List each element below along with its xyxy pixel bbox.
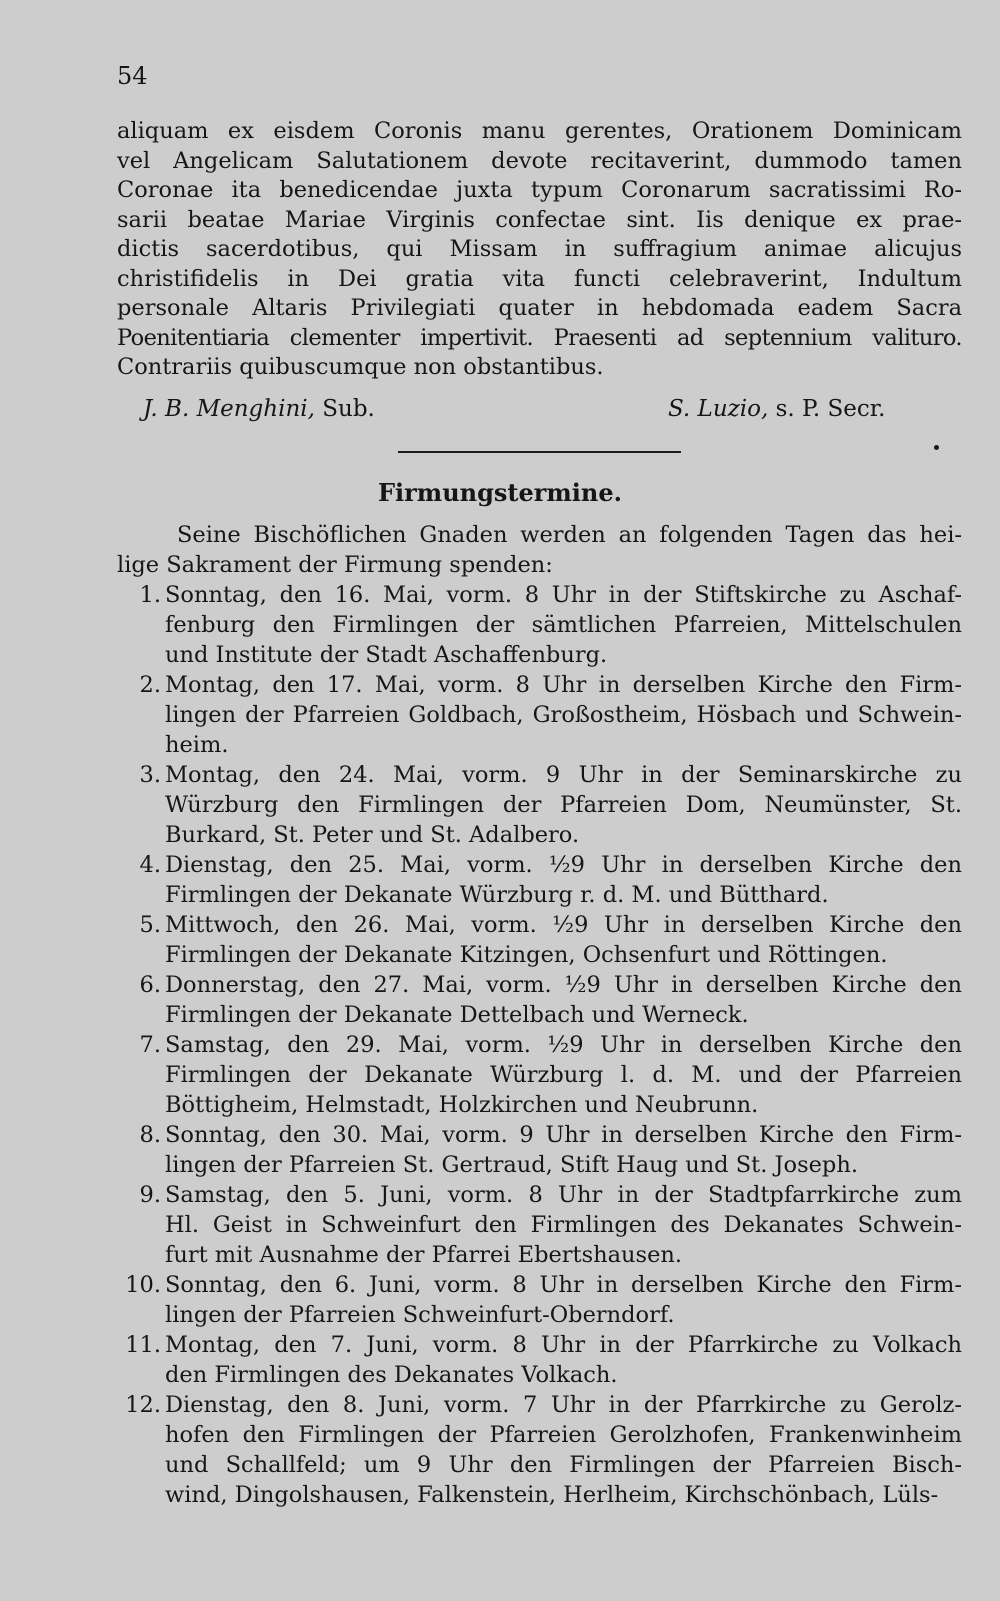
schedule-item-line: Burkard, St. Peter und St. Adalbero. [165, 822, 580, 848]
intro-line: Seine Bischöflichen Gnaden werden an folgenden Tagen das hei- [177, 522, 962, 548]
latin-line: aliquam ex eisdem Coronis manu gerentes, Orationem Dominicam [117, 118, 962, 144]
intro-paragraph [117, 520, 962, 580]
latin-line: Coronae ita benedicendae juxta typum Coronarum sacratissimi Ro- [117, 177, 962, 203]
schedule-item-line: Dienstag, den 8. Juni, vorm. 7 Uhr in der Pfarrkirche zu Gerolz- [165, 1392, 962, 1418]
schedule-item [117, 850, 962, 910]
ink-speck [934, 445, 939, 450]
latin-line: personale Altaris Privilegiati quater in hebdomada eadem Sacra [117, 295, 962, 321]
schedule-item-line: Sonntag, den 16. Mai, vorm. 8 Uhr in der Stiftskirche zu Aschaf- [165, 582, 962, 608]
signature-left-title: Sub. [322, 396, 375, 422]
schedule-item-number: 9. [139, 1182, 161, 1208]
schedule-item-line: hofen den Firmlingen der Pfarreien Gerolzhofen, Frankenwinheim [165, 1422, 962, 1448]
schedule-item-line: Montag, den 7. Juni, vorm. 8 Uhr in der Pfarrkirche zu Volkach [165, 1332, 962, 1358]
schedule-item-line: Montag, den 17. Mai, vorm. 8 Uhr in derselben Kirche den Firm- [165, 672, 962, 698]
schedule-item-line: Montag, den 24. Mai, vorm. 9 Uhr in der Seminarskirche zu [165, 762, 962, 788]
signature-right-title: s. P. Secr. [775, 396, 886, 422]
schedule-item-number: 4. [139, 852, 161, 878]
schedule-item-line: fenburg den Firmlingen der sämtlichen Pfarreien, Mittelschulen [165, 612, 962, 638]
signature-left-name: J. B. Menghini, [143, 396, 315, 422]
schedule-item [117, 1330, 962, 1390]
schedule-item [117, 1120, 962, 1180]
schedule-item-line: den Firmlingen des Dekanates Volkach. [165, 1362, 618, 1388]
schedule-item-line: Würzburg den Firmlingen der Pfarreien Dom, Neumünster, St. [165, 792, 962, 818]
schedule-item-line: lingen der Pfarreien Schweinfurt-Oberndorf. [165, 1302, 675, 1328]
latin-paragraph [117, 117, 962, 383]
latin-line: sarii beatae Mariae Virginis confectae sint. Iis denique ex prae- [117, 206, 962, 233]
schedule-item [117, 910, 962, 970]
schedule-item-line: heim. [165, 732, 229, 758]
latin-line: Poenitentiaria clementer impertivit. Praesenti ad septennium valituro. [117, 324, 962, 351]
signature-left [143, 396, 375, 422]
schedule-item-number: 1. [139, 582, 161, 608]
schedule-item-line: Firmlingen der Dekanate Kitzingen, Ochsenfurt und Röttingen. [165, 942, 888, 968]
schedule-item-number: 3. [139, 762, 161, 788]
schedule-item-line: Firmlingen der Dekanate Würzburg l. d. M. und der Pfarreien [165, 1062, 962, 1088]
schedule-item-line: Sonntag, den 30. Mai, vorm. 9 Uhr in derselben Kirche den Firm- [165, 1122, 962, 1148]
schedule-item-line: wind, Dingolshausen, Falkenstein, Herlheim, Kirchschönbach, Lüls- [165, 1482, 939, 1508]
schedule-item [117, 760, 962, 850]
schedule-item-number: 8. [139, 1122, 161, 1148]
latin-line: Contrariis quibuscumque non obstantibus. [117, 354, 604, 380]
schedule-item-line: Böttigheim, Helmstadt, Holzkirchen und Neubrunn. [165, 1092, 759, 1118]
schedule-item-line: lingen der Pfarreien Goldbach, Großostheim, Hösbach und Schwein- [165, 702, 962, 728]
schedule-item-line: Firmlingen der Dekanate Würzburg r. d. M. und Bütthard. [165, 882, 829, 908]
schedule-item-line: Samstag, den 5. Juni, vorm. 8 Uhr in der Stadtpfarrkirche zum [165, 1182, 962, 1208]
intro-line: lige Sakrament der Firmung spenden: [117, 552, 553, 578]
schedule-item [117, 580, 962, 670]
schedule-item-line: Firmlingen der Dekanate Dettelbach und Werneck. [165, 1002, 749, 1028]
schedule-item-line: lingen der Pfarreien St. Gertraud, Stift Haug und St. Joseph. [165, 1152, 858, 1178]
schedule-item-number: 10. [125, 1272, 161, 1298]
schedule-item [117, 670, 962, 760]
section-heading: Firmungstermine. [378, 478, 622, 507]
schedule-item [117, 1030, 962, 1120]
schedule-item-number: 2. [139, 672, 161, 698]
signature-right-name: S. Luzio, [668, 396, 769, 422]
schedule-item [117, 970, 962, 1030]
schedule-item-line: Mittwoch, den 26. Mai, vorm. ½9 Uhr in derselben Kirche den [165, 912, 962, 938]
latin-line: vel Angelicam Salutationem devote recitaverint, dummodo tamen [117, 147, 962, 174]
schedule-item-line: furt mit Ausnahme der Pfarrei Ebertshausen. [165, 1242, 683, 1268]
schedule-item-number: 12. [125, 1392, 161, 1418]
schedule-item-line: Samstag, den 29. Mai, vorm. ½9 Uhr in derselben Kirche den [165, 1032, 962, 1058]
schedule-item-number: 5. [139, 912, 161, 938]
schedule-item [117, 1270, 962, 1330]
schedule-item-number: 7. [139, 1032, 161, 1058]
schedule-item-number: 6. [139, 972, 161, 998]
schedule-item-line: Hl. Geist in Schweinfurt den Firmlingen des Dekanates Schwein- [165, 1212, 962, 1238]
signature-right [668, 396, 885, 422]
page-number: 54 [117, 62, 148, 90]
section-divider [398, 451, 681, 453]
latin-line: dictis sacerdotibus, qui Missam in suffragium animae alicujus [117, 236, 962, 262]
schedule-item-line: Dienstag, den 25. Mai, vorm. ½9 Uhr in derselben Kirche den [165, 852, 962, 878]
schedule-item-line: und Schallfeld; um 9 Uhr den Firmlingen der Pfarreien Bisch- [165, 1452, 962, 1478]
schedule-item-number: 11. [125, 1332, 161, 1358]
schedule-item [117, 1180, 962, 1270]
confirmation-schedule-list [117, 580, 962, 1510]
schedule-item-line: Sonntag, den 6. Juni, vorm. 8 Uhr in derselben Kirche den Firm- [165, 1272, 962, 1298]
schedule-item [117, 1390, 962, 1510]
schedule-item-line: Donnerstag, den 27. Mai, vorm. ½9 Uhr in derselben Kirche den [165, 972, 962, 998]
schedule-item-line: und Institute der Stadt Aschaffenburg. [165, 642, 608, 668]
latin-line: christifidelis in Dei gratia vita functi celebraverint, Indultum [117, 265, 962, 292]
